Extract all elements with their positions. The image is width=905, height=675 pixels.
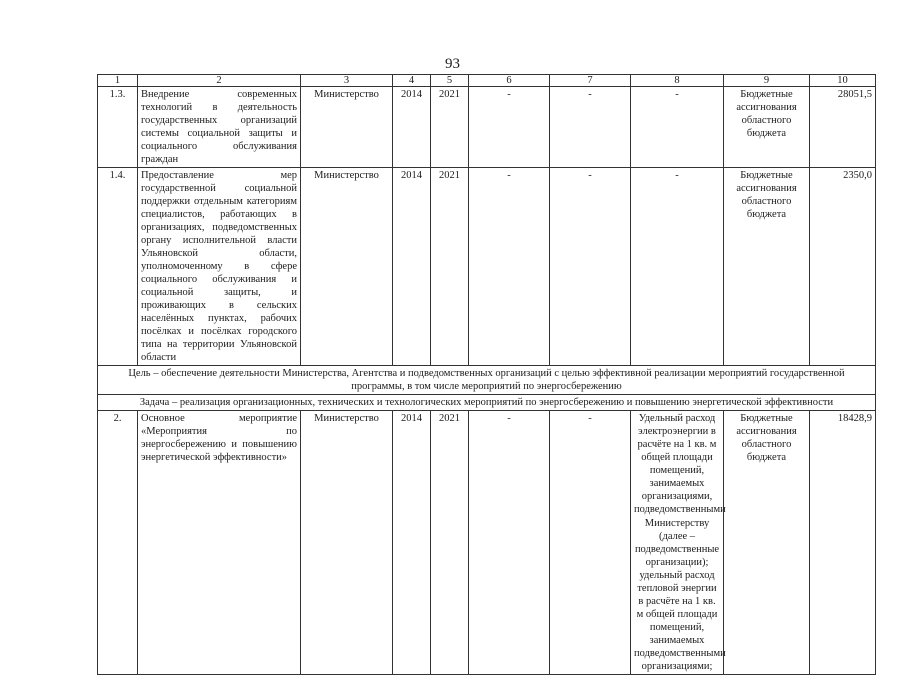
col-header-10: 10: [810, 75, 876, 87]
cell-col6: -: [469, 87, 550, 168]
end-year: 2021: [431, 87, 469, 168]
header-row: [98, 75, 876, 87]
indicators: Удельный расход электроэнергии в расчёте на 1 кв. м общей площади помещений, занимаемых организациями, подведомственными Министерству (далее – подведомственные организации); удельный расход тепловой энергии в расчёте на 1 кв. м общей площади помещений, занимаемых подведомственными организациями;: [631, 411, 724, 674]
cell-col6: -: [469, 168, 550, 366]
start-year: 2014: [393, 411, 431, 674]
end-year: 2021: [431, 168, 469, 366]
table-row-1-3: [98, 87, 876, 168]
measure-name: Предоставление мер государственной социальной поддержки отдельным категориям специалистов, работающих в организациях, подведомственных органу исполнительной власти Ульяновской области, уполномоченному в сфере социального обслуживания и социальной защиты, и проживающих в сельских населённых пунктах, рабочих посёлках и посёлках городского типа на территории Ульяновской области: [138, 168, 301, 366]
goal-row: [98, 366, 876, 395]
start-year: 2014: [393, 87, 431, 168]
goal-text: Цель – обеспечение деятельности Министерства, Агентства и подведомственных организаций с целью эффективной реализации мероприятий государственной программы, в том числе мероприятий по энергосбережению: [98, 366, 876, 395]
executor: Министерство: [301, 411, 393, 674]
table-row-2: [98, 411, 876, 674]
col-header-8: 8: [631, 75, 724, 87]
cell-col8: -: [631, 87, 724, 168]
executor: Министерство: [301, 168, 393, 366]
funding-source: Бюджетные ассигнования областного бюджета: [724, 411, 810, 674]
cell-col7: -: [550, 87, 631, 168]
col-header-9: 9: [724, 75, 810, 87]
row-number: 2.: [98, 411, 138, 674]
row-number: 1.4.: [98, 168, 138, 366]
row-number: 1.3.: [98, 87, 138, 168]
col-header-1: 1: [98, 75, 138, 87]
measure-name: Внедрение современных технологий в деятельность государственных организаций системы социальной защиты и социального обслуживания граждан: [138, 87, 301, 168]
funding-amount: 2350,0: [810, 168, 876, 366]
funding-amount: 18428,9: [810, 411, 876, 674]
cell-col6: -: [469, 411, 550, 674]
col-header-4: 4: [393, 75, 431, 87]
funding-amount: 28051,5: [810, 87, 876, 168]
cell-col7: -: [550, 411, 631, 674]
start-year: 2014: [393, 168, 431, 366]
funding-source: Бюджетные ассигнования областного бюджета: [724, 87, 810, 168]
table-row-1-4: [98, 168, 876, 366]
task-row: [98, 395, 876, 411]
cell-col7: -: [550, 168, 631, 366]
col-header-7: 7: [550, 75, 631, 87]
col-header-6: 6: [469, 75, 550, 87]
col-header-3: 3: [301, 75, 393, 87]
program-table: [97, 74, 876, 675]
page-number: 93: [445, 56, 460, 72]
funding-source: Бюджетные ассигнования областного бюджета: [724, 168, 810, 366]
executor: Министерство: [301, 87, 393, 168]
task-text: Задача – реализация организационных, технических и технологических мероприятий по энергосбережению и повышению энергетической эффективности: [98, 395, 876, 411]
col-header-5: 5: [431, 75, 469, 87]
cell-col8: -: [631, 168, 724, 366]
end-year: 2021: [431, 411, 469, 674]
col-header-2: 2: [138, 75, 301, 87]
measure-name: Основное мероприятие «Мероприятия по энергосбережению и повышению энергетической эффективности»: [138, 411, 301, 674]
